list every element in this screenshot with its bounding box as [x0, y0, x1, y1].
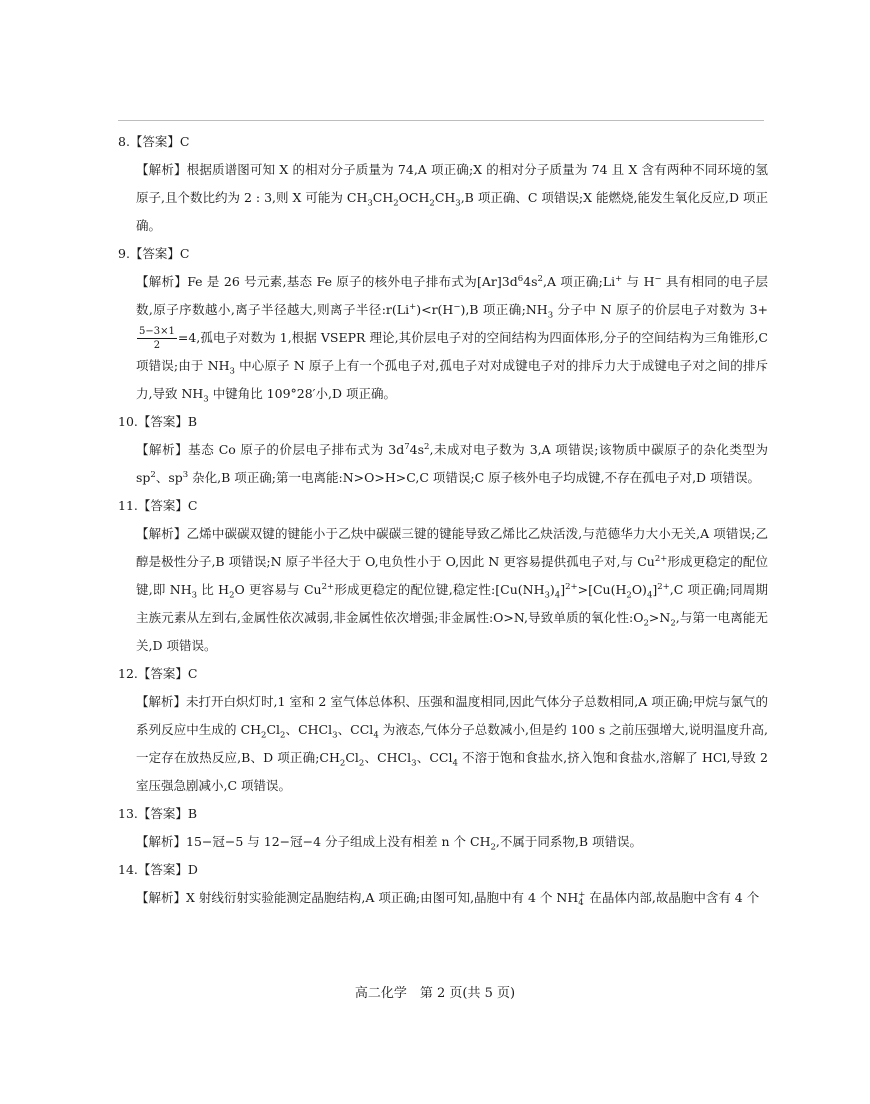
explanation-label: 【解析】 [136, 442, 189, 457]
explanation-11: 【解析】乙烯中碳碳双键的键能小于乙炔中碳碳三键的键能导致乙烯比乙炔活泼,与范德华力大小无关,A 项错误;乙醇是极性分子,B 项错误;N 原子半径大于 O,电负性小于 O,因此 N 更容易提供孤电子对,与 $Cu^{2+}$形成更稳定的配位键,即 $NH_3$ 比 $H_2O$ 更容易与 $Cu^{2+}$形成更稳定的配位键,稳定性$:[Cu(NH_3)_4]^{2+}>[Cu(H_2O)_4]^{2+},C$ 项正确;同周期主族元素从左到右,金属性依次减弱,非金属性依次增强;非金属性:O>N,导致单质的氧化性$:O_2>N_2$,与第一电离能无关,D 项错误。 [136, 526, 768, 653]
explanation-label: 【解析】 [136, 694, 187, 709]
explanation-12: 【解析】未打开白炽灯时,1 室和 2 室气体总体积、压强和温度相同,因此气体分子总数相同,A 项正确;甲烷与氯气的系列反应中生成的 $CH_2Cl_2$、CHCl$_3$、CCl$_4$ 为液态,气体分子总数减小,但是约 100 s 之前压强增大,说明温度升高,一定存在放热反应,B、D 项正确$;CH_2Cl_2$、CHCl$_3$、CCl$_4$ 不溶于饱和食盐水,挤入饱和食盐水,溶解了 HCl,导致 2 室压强急剧减小,C 项错误。 [136, 694, 768, 793]
explanation-label: 【解析】 [136, 274, 188, 289]
fraction-denominator: 2 [153, 340, 161, 351]
answer-14: 14.【答案】D [118, 862, 198, 877]
page-footer: 高二化学 第 2 页(共 5 页) [354, 986, 516, 1001]
header-rule [118, 120, 764, 121]
fraction-numerator: 5−3×1 [139, 326, 175, 337]
answer-10: 10.【答案】B [118, 414, 198, 429]
explanation-9: 【解析】Fe 是 26 号元素,基态 Fe 原子的核外电子排布式为$[Ar]3d^64s^2,A$ 项正确;Li+ 与 H− 具有相同的电子层数,原子序数越小,离子半径越大,则离子半径:r(Li+)<r(H−),B 项正确$;NH_3$ 分子中 N 原子的价层电子对数为 3+ $\frac{5-3\times 1}{2}$ =4,孤电子对数为 1,根据 VSEPR 理论,其价层电子对的空间结构为四面体形,分子的空间结构为三角锥形,C 项错误;由于 $NH_3$ 中心原子 N 原子上有一个孤电子对,孤电子对对成键电子对的排斥力大于成键电子对之间的排斥力,导致 $NH_3$ 中键角比 109°28′小,D 项正确。 [136, 273, 769, 405]
explanation-14: 【解析】X 射线衍射实验能测定晶胞结构,A 项正确;由图可知,晶胞中有 4 个 NH + 4 在晶体内部,故晶胞中含有 4 个 [136, 889, 760, 908]
answer-11: 11.【答案】C [118, 498, 198, 513]
explanation-label: 【解析】 [136, 890, 187, 905]
answer-12: 12.【答案】C [118, 666, 198, 681]
explanation-label: 【解析】 [136, 162, 187, 177]
answer-content [118, 128, 768, 912]
answer-13: 13.【答案】B [118, 806, 198, 821]
answer-9: 9.【答案】C [118, 246, 190, 261]
answer-8: 8.【答案】C [118, 134, 190, 149]
explanation-13: 【解析】15−冠−5 与 12−冠−4 分子组成上没有相差 n 个 $CH_2$,不属于同系物,B 项错误。 [136, 834, 643, 853]
explanation-label: 【解析】 [136, 834, 187, 849]
explanation-8: 【解析】根据质谱图可知 X 的相对分子质量为 74,A 项正确;X 的相对分子质量为 74 且 X 含有两种不同环境的氢原子,且个数比约为 2 : 3,则 X 可能为 $CH_3CH_2OCH_2CH_3,B$ 项正确、C 项错误;X 能燃烧,能发生氧化反应,D 项正确。 [136, 162, 768, 233]
explanation-10: 【解析】基态 Co 原子的价层电子排布式为 $3d^74s^2$,未成对电子数为 3,A 项错误;该物质中碳原子的杂化类型为 $sp^2$、$sp^3$ 杂化,B 项正确;第一电离能:N>O>H>C,C 项错误;C 原子核外电子均成键,不存在孤电子对,D 项错误。 [136, 441, 768, 485]
fraction [137, 325, 177, 352]
explanation-label: 【解析】 [136, 526, 187, 541]
